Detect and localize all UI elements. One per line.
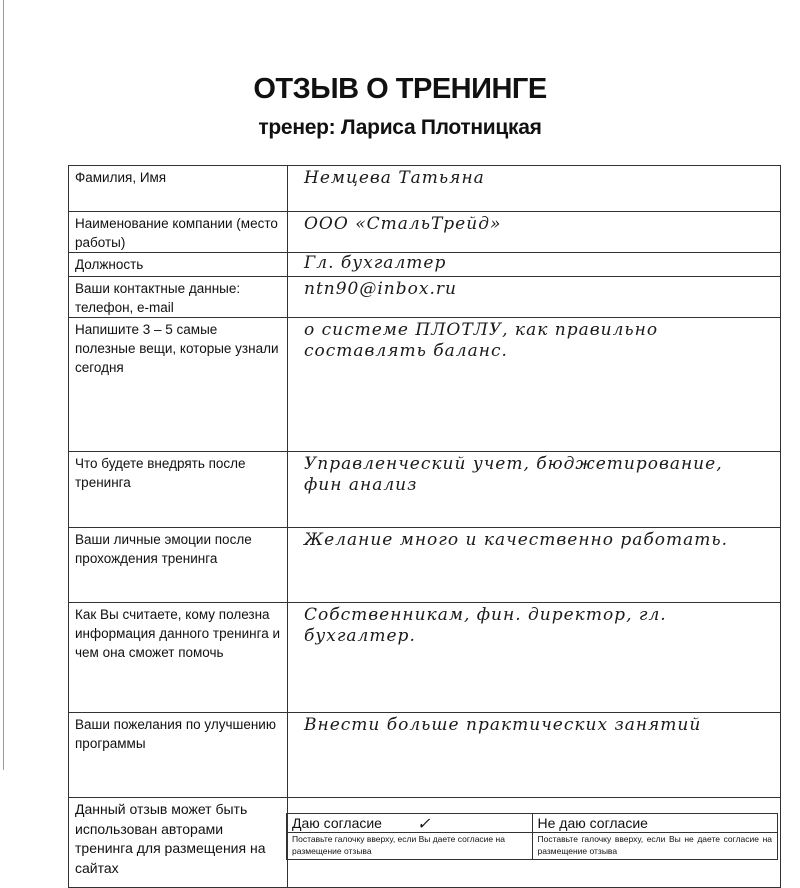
field-useful-things[interactable] (288, 318, 781, 452)
value-implement: Управленческий учет, бюджетирование, фин анализ (304, 454, 723, 495)
form-row-position (69, 253, 781, 277)
field-emotions[interactable] (288, 528, 781, 603)
trainer-subtitle: тренер: Лариса Плотницкая (258, 116, 542, 139)
field-position[interactable] (288, 253, 781, 277)
form-row-audience (69, 603, 781, 713)
field-company[interactable] (288, 212, 781, 253)
label-audience: Как Вы считаете, кому полезна информация данного тренинга и чем она сможет помочь (69, 603, 288, 713)
form-row-implement (69, 452, 781, 528)
form-row-suggestions (69, 713, 781, 798)
label-emotions: Ваши личные эмоции после прохождения тренинга (69, 528, 288, 603)
value-useful-things: о системе ПЛОТЛУ, как правильно составлять баланс. (304, 320, 659, 361)
consent-box (286, 813, 778, 860)
consent-disagree-label: Не даю согласие (537, 815, 648, 831)
field-implement[interactable] (288, 452, 781, 528)
consent-agree-hint: Поставьте галочку вверху, если Вы даете согласие на размещение отзыва (287, 833, 533, 860)
form-row-company (69, 212, 781, 253)
label-full-name: Фамилия, Имя (69, 166, 288, 212)
field-full-name[interactable] (288, 166, 781, 212)
consent-agree-option[interactable] (287, 814, 533, 833)
value-consent (288, 798, 780, 800)
feedback-form (68, 165, 781, 888)
value-audience: Собственникам, фин. директор, гл. бухгалтер. (304, 605, 667, 646)
field-suggestions[interactable] (288, 713, 781, 798)
value-suggestions: Внести больше практических занятий (304, 715, 702, 735)
label-implement: Что будете внедрять после тренинга (69, 452, 288, 528)
label-company: Наименование компании (место работы) (69, 212, 288, 253)
value-full-name: Немцева Татьяна (304, 168, 485, 188)
value-company: ООО «СтальТрейд» (304, 214, 502, 234)
form-row-contacts (69, 277, 781, 318)
page-title: ОТЗЫВ О ТРЕНИНГЕ (253, 73, 547, 105)
consent-disagree-option[interactable] (532, 814, 778, 833)
form-row-useful-things (69, 318, 781, 452)
consent-agree-label: Даю согласие (292, 815, 382, 831)
value-contacts: ntn90@inbox.ru (304, 279, 457, 299)
label-contacts: Ваши контактные данные: телефон, e-mail (69, 277, 288, 318)
label-suggestions: Ваши пожелания по улучшению программы (69, 713, 288, 798)
field-audience[interactable] (288, 603, 781, 713)
form-row-emotions (69, 528, 781, 603)
field-contacts[interactable] (288, 277, 781, 318)
form-row-name (69, 166, 781, 212)
label-position: Должность (69, 253, 288, 277)
consent-disagree-hint: Поставьте галочку вверху, если Вы не даете согласие на размещение отзыва (532, 833, 778, 860)
checkmark-icon: ✓ (417, 814, 431, 833)
value-position: Гл. бухгалтер (304, 253, 447, 273)
value-emotions: Желание много и качественно работать. (304, 530, 729, 550)
label-consent: Данный отзыв может быть использован авторами тренинга для размещения на сайтах (69, 798, 288, 888)
label-useful-things: Напишите 3 – 5 самые полезные вещи, которые узнали сегодня (69, 318, 288, 452)
